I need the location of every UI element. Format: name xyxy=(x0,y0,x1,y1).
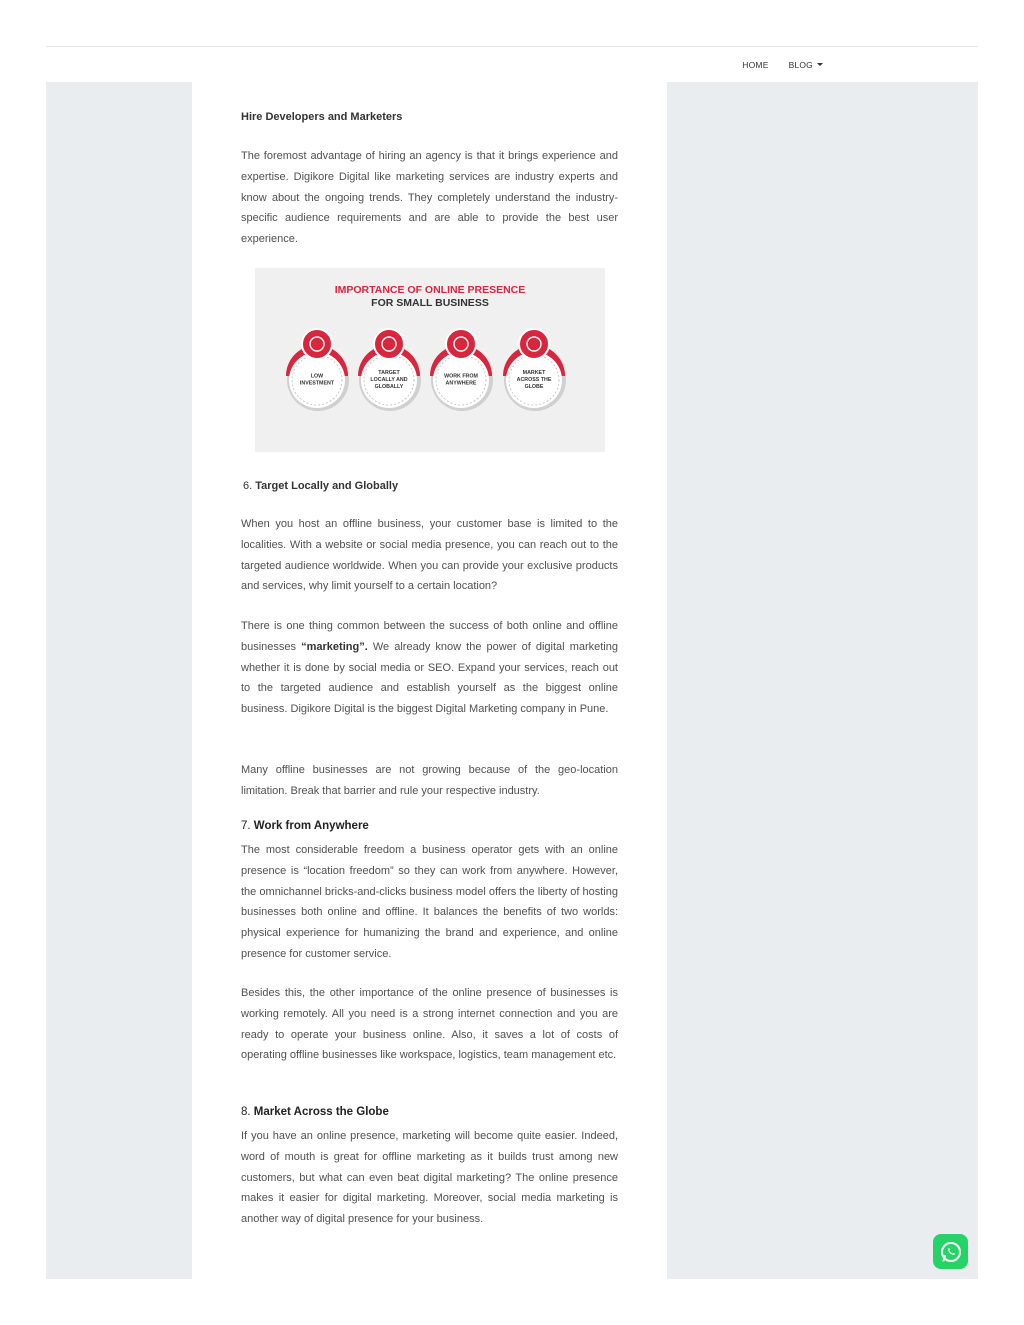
nav-blog-label: BLOG xyxy=(788,59,813,70)
infographic-item-1 xyxy=(286,329,349,411)
market-heading: Market Across the Globe xyxy=(253,1106,389,1118)
hire-paragraph: The foremost advantage of hiring an agency is that it brings experience and expertise. Digikore Digital like marketing services are industry experts and know about the ongoing trends. They completely understand the industry-specific audience requirements and are able to provide the best user experience. xyxy=(241,150,618,246)
target-paragraph-2-start: There is one thing common between the success of both online and offline businesses xyxy=(241,620,618,653)
work-heading: Work from Anywhere xyxy=(253,820,369,832)
target-paragraph-1: When you host an offline business, your customer base is limited to the localities. With a website or social media presence, you can reach out to the targeted audience worldwide. When you can provide your exclusive products and services, why limit yourself to a certain location? xyxy=(241,518,618,593)
infographic-label: WORK FROM xyxy=(444,373,478,380)
top-navigation-bar xyxy=(46,46,978,82)
infographic-label: LOCALLY AND xyxy=(370,377,408,383)
nav-home-link[interactable]: HOME xyxy=(742,59,769,70)
work-paragraph-1: The most considerable freedom a business operator gets with an online presence is “location freedom” so they can work from anywhere. However, the omnichannel bricks-and-clicks business model offers the liberty of hosting businesses both online and offline. It balances the benefits of two worlds: physical experience for humanizing the brand and experience, and online presence for customer service. xyxy=(241,844,618,960)
infographic-item-4 xyxy=(503,329,566,411)
caret-down-icon xyxy=(817,63,823,66)
chart-eye-icon xyxy=(519,329,549,359)
infographic-graphic xyxy=(255,268,605,452)
nav-blog-dropdown[interactable] xyxy=(789,60,823,70)
marketing-emphasis: “marketing”. xyxy=(301,640,368,653)
infographic-label: ACROSS THE xyxy=(516,377,552,383)
investment-icon xyxy=(302,329,332,359)
main-menu xyxy=(742,47,823,82)
target-heading-row xyxy=(243,476,398,496)
target-paragraph-2 xyxy=(241,616,618,720)
target-icon xyxy=(374,329,404,359)
target-heading: Target Locally and Globally xyxy=(255,480,399,492)
whatsapp-chat-button[interactable] xyxy=(933,1234,968,1269)
infographic-label: LOW xyxy=(310,373,324,380)
market-heading-row xyxy=(241,1102,389,1122)
work-number: 7. xyxy=(241,820,251,832)
infographic-label: GLOBE xyxy=(524,384,544,390)
infographic-item-2 xyxy=(358,329,421,411)
whatsapp-icon xyxy=(939,1240,963,1264)
market-number: 8. xyxy=(241,1106,251,1118)
infographic-title-line1: IMPORTANCE OF ONLINE PRESENCE xyxy=(334,284,526,296)
online-presence-infographic xyxy=(255,268,605,452)
article-container xyxy=(192,81,667,1279)
infographic-label: MARKET xyxy=(522,370,546,376)
target-paragraph-2-end: We already know the power of digital marketing whether it is done by social media or SEO. Expand your services, reach out to the targeted audience and establish yourself as the biggest online business. Digikore Digital is the biggest Digital Marketing company in Pune. xyxy=(241,640,618,716)
hire-heading: Hire Developers and Marketers xyxy=(241,111,403,123)
work-heading-row xyxy=(241,816,369,836)
market-paragraph: If you have an online presence, marketing will become quite easier. Indeed, word of mouth is great for offline marketing as it builds trust among new customers, but what can even beat digital marketing? The online presence makes it easier for digital marketing. Moreover, social media marketing is another way of digital presence for your business. xyxy=(241,1130,618,1226)
work-paragraph-2: Besides this, the other importance of the online presence of businesses is working remotely. All you need is a strong internet connection and you are ready to operate your business online. Also, it saves a lot of costs of operating offline businesses like workspace, logistics, team management etc. xyxy=(241,987,618,1062)
infographic-label: TARGET xyxy=(378,370,400,376)
infographic-item-3 xyxy=(430,329,493,411)
target-paragraph-3: Many offline businesses are not growing because of the geo-location limitation. Break that barrier and rule your respective industry. xyxy=(241,764,618,797)
network-icon xyxy=(446,329,476,359)
infographic-title-line2: FOR SMALL BUSINESS xyxy=(371,297,489,309)
infographic-label: INVESTMENT xyxy=(299,380,335,387)
infographic-label: GLOBALLY xyxy=(374,384,404,390)
target-number: 6. xyxy=(243,480,253,492)
infographic-label: ANYWHERE xyxy=(445,380,477,387)
